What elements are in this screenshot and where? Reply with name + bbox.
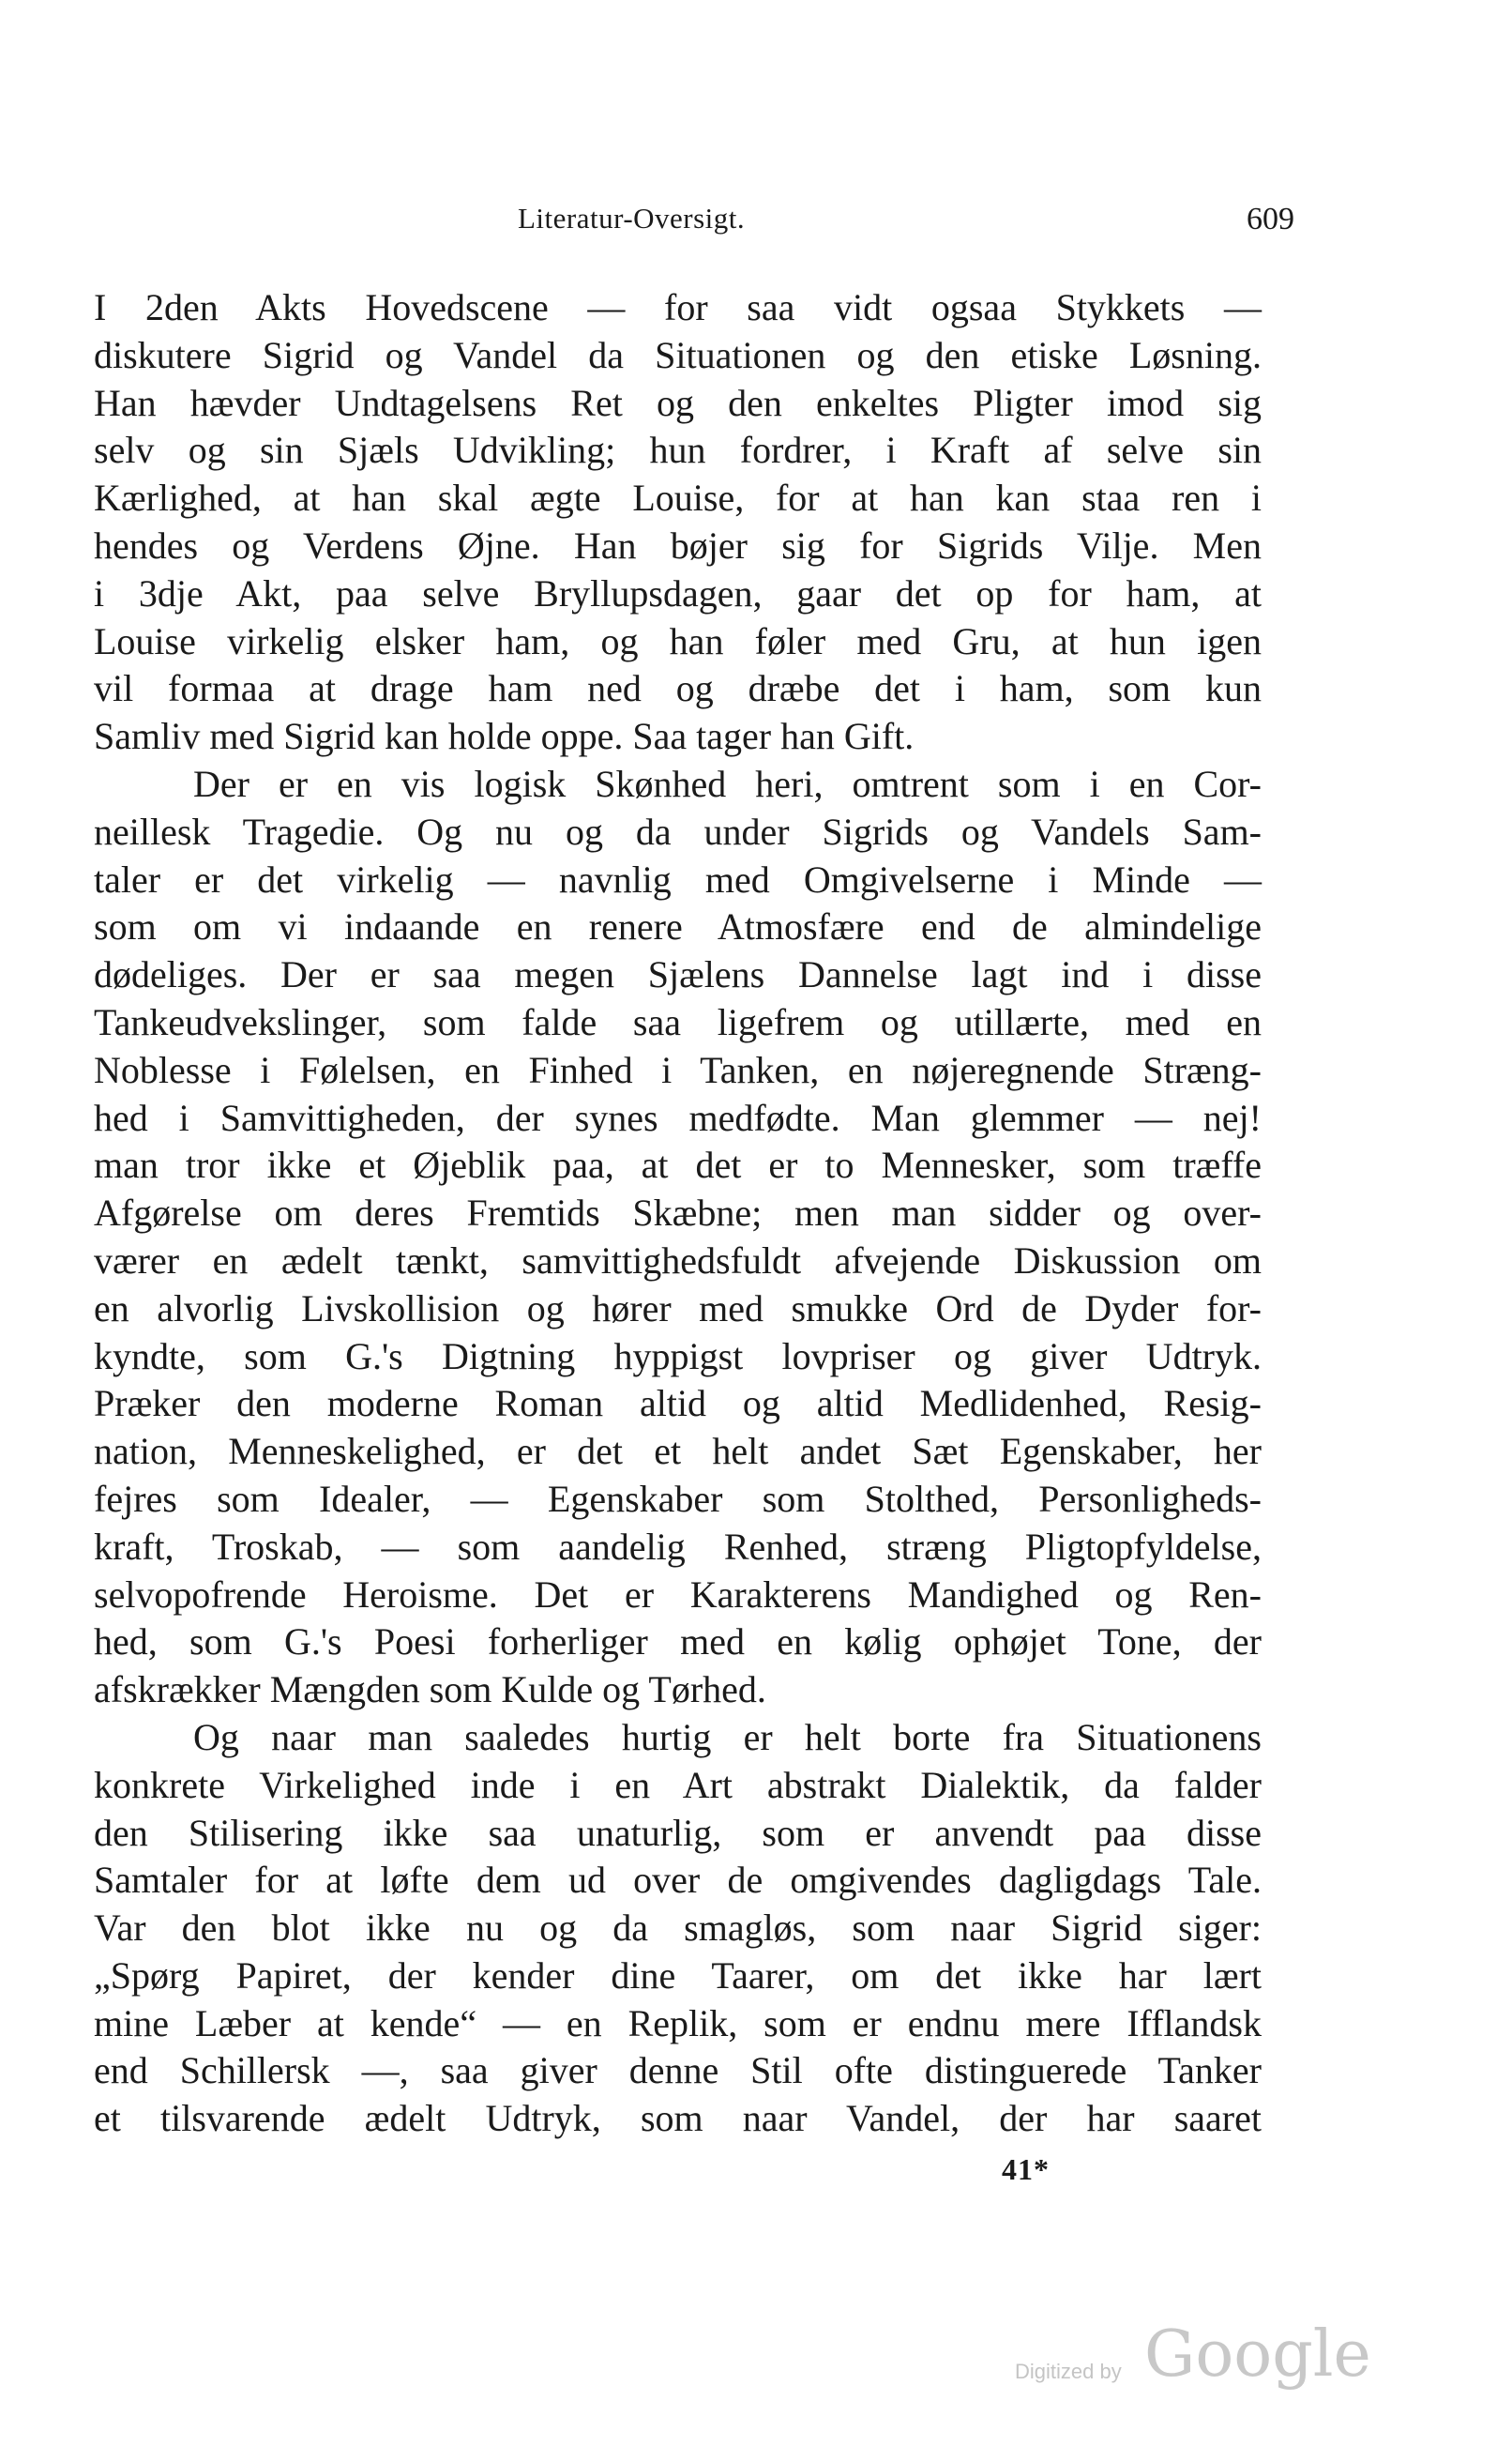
running-title: Literatur-Oversigt. — [518, 202, 746, 235]
text-line: hendes og Verdens Øjne. Han bøjer sig for Sigrids Vilje. Men — [94, 524, 1262, 567]
text-line: hed i Samvittigheden, der synes medfødte. Man glemmer — nej! — [94, 1096, 1262, 1139]
text-line: i 3dje Akt, paa selve Bryllupsdagen, gaar det op for ham, at — [94, 571, 1262, 615]
google-logo: Google — [1144, 2317, 1371, 2392]
running-head — [94, 202, 1294, 249]
text-line: afskrækker Mængden som Kulde og Tørhed. — [94, 1668, 766, 1711]
text-line: end Schillersk —, saa giver denne Stil ofte distinguerede Tanker — [94, 2049, 1262, 2092]
text-line: værer en ædelt tænkt, samvittighedsfuldt afvejende Diskussion om — [94, 1238, 1262, 1282]
text-line: neillesk Tragedie. Og nu og da under Sigrids og Vandels Sam- — [94, 810, 1262, 853]
text-line: I 2den Akts Hovedscene — for saa vidt ogsaa Stykkets — — [94, 286, 1262, 328]
text-line: selvopofrende Heroisme. Det er Karakterens Mandighed og Ren- — [94, 1572, 1262, 1616]
text-line: Præker den moderne Roman altid og altid Medlidenhed, Resig- — [94, 1382, 1262, 1425]
digitized-by-label: Digitized by — [1015, 2360, 1122, 2383]
body-text — [94, 284, 1262, 2143]
text-line: diskutere Sigrid og Vandel da Situationen og den etiske Løsning. — [94, 333, 1262, 376]
text-line: selv og sin Sjæls Udvikling; hun fordrer, i Kraft af selve sin — [94, 429, 1262, 472]
text-line: Og naar man saaledes hurtig er helt borte fra Situationens — [193, 1715, 1262, 1758]
text-line: Var den blot ikke nu og da smagløs, som naar Sigrid siger: — [94, 1907, 1262, 1950]
text-line: „Spørg Papiret, der kender dine Taarer, om det ikke har lært — [94, 1953, 1262, 1997]
text-line: nation, Menneskelighed, er det et helt andet Sæt Egenskaber, her — [94, 1430, 1262, 1473]
text-line: Kærlighed, at han skal ægte Louise, for at han kan staa ren i — [94, 477, 1262, 520]
text-line: Han hævder Undtagelsens Ret og den enkeltes Pligter imod sig — [94, 381, 1262, 424]
text-line: Samliv med Sigrid kan holde oppe. Saa tager han Gift. — [94, 715, 915, 758]
text-line: konkrete Virkelighed inde i en Art abstrakt Dialektik, da falder — [94, 1763, 1262, 1806]
text-line: kraft, Troskab, — som aandelig Renhed, stræng Pligtopfyldelse, — [94, 1525, 1262, 1568]
text-line: som om vi indaande en renere Atmosfære end de almindelige — [94, 905, 1262, 949]
page-number: 609 — [1247, 202, 1294, 236]
text-line: fejres som Idealer, — Egenskaber som Stolthed, Personligheds- — [94, 1477, 1262, 1520]
text-line: mine Læber at kende“ — en Replik, som er endnu mere Ifflandsk — [94, 2001, 1262, 2044]
text-line: vil formaa at drage ham ned og dræbe det i ham, som kun — [94, 667, 1262, 710]
text-line: man tror ikke et Øjeblik paa, at det er to Mennesker, som træffe — [94, 1144, 1262, 1187]
text-line: dødeliges. Der er saa megen Sjælens Dannelse lagt ind i disse — [94, 953, 1262, 996]
text-line: Der er en vis logisk Skønhed heri, omtrent som i en Cor- — [193, 762, 1262, 805]
text-line: Noblesse i Følelsen, en Finhed i Tanken, en nøjeregnende Stræng- — [94, 1048, 1262, 1091]
text-line: Tankeudvekslinger, som falde saa ligefrem og utillærte, med en — [94, 1000, 1262, 1043]
text-line: taler er det virkelig — navnlig med Omgivelserne i Minde — — [94, 858, 1262, 901]
text-line: kyndte, som G.'s Digtning hyppigst lovpriser og giver Udtryk. — [94, 1334, 1262, 1377]
text-line: et tilsvarende ædelt Udtryk, som naar Vandel, der har saaret — [94, 2097, 1262, 2140]
text-line: den Stilisering ikke saa unaturlig, som er anvendt paa disse — [94, 1811, 1262, 1854]
text-line: Afgørelse om deres Fremtids Skæbne; men man sidder og over- — [94, 1192, 1262, 1235]
signature-mark: 41* — [1002, 2152, 1050, 2186]
text-line: en alvorlig Livskollision og hører med smukke Ord de Dyder for- — [94, 1286, 1262, 1329]
text-line: Louise virkelig elsker ham, og han føler med Gru, at hun igen — [94, 619, 1262, 662]
text-line: hed, som G.'s Poesi forherliger med en kølig ophøjet Tone, der — [94, 1620, 1262, 1663]
text-line: Samtaler for at løfte dem ud over de omgivendes dagligdags Tale. — [94, 1859, 1262, 1902]
